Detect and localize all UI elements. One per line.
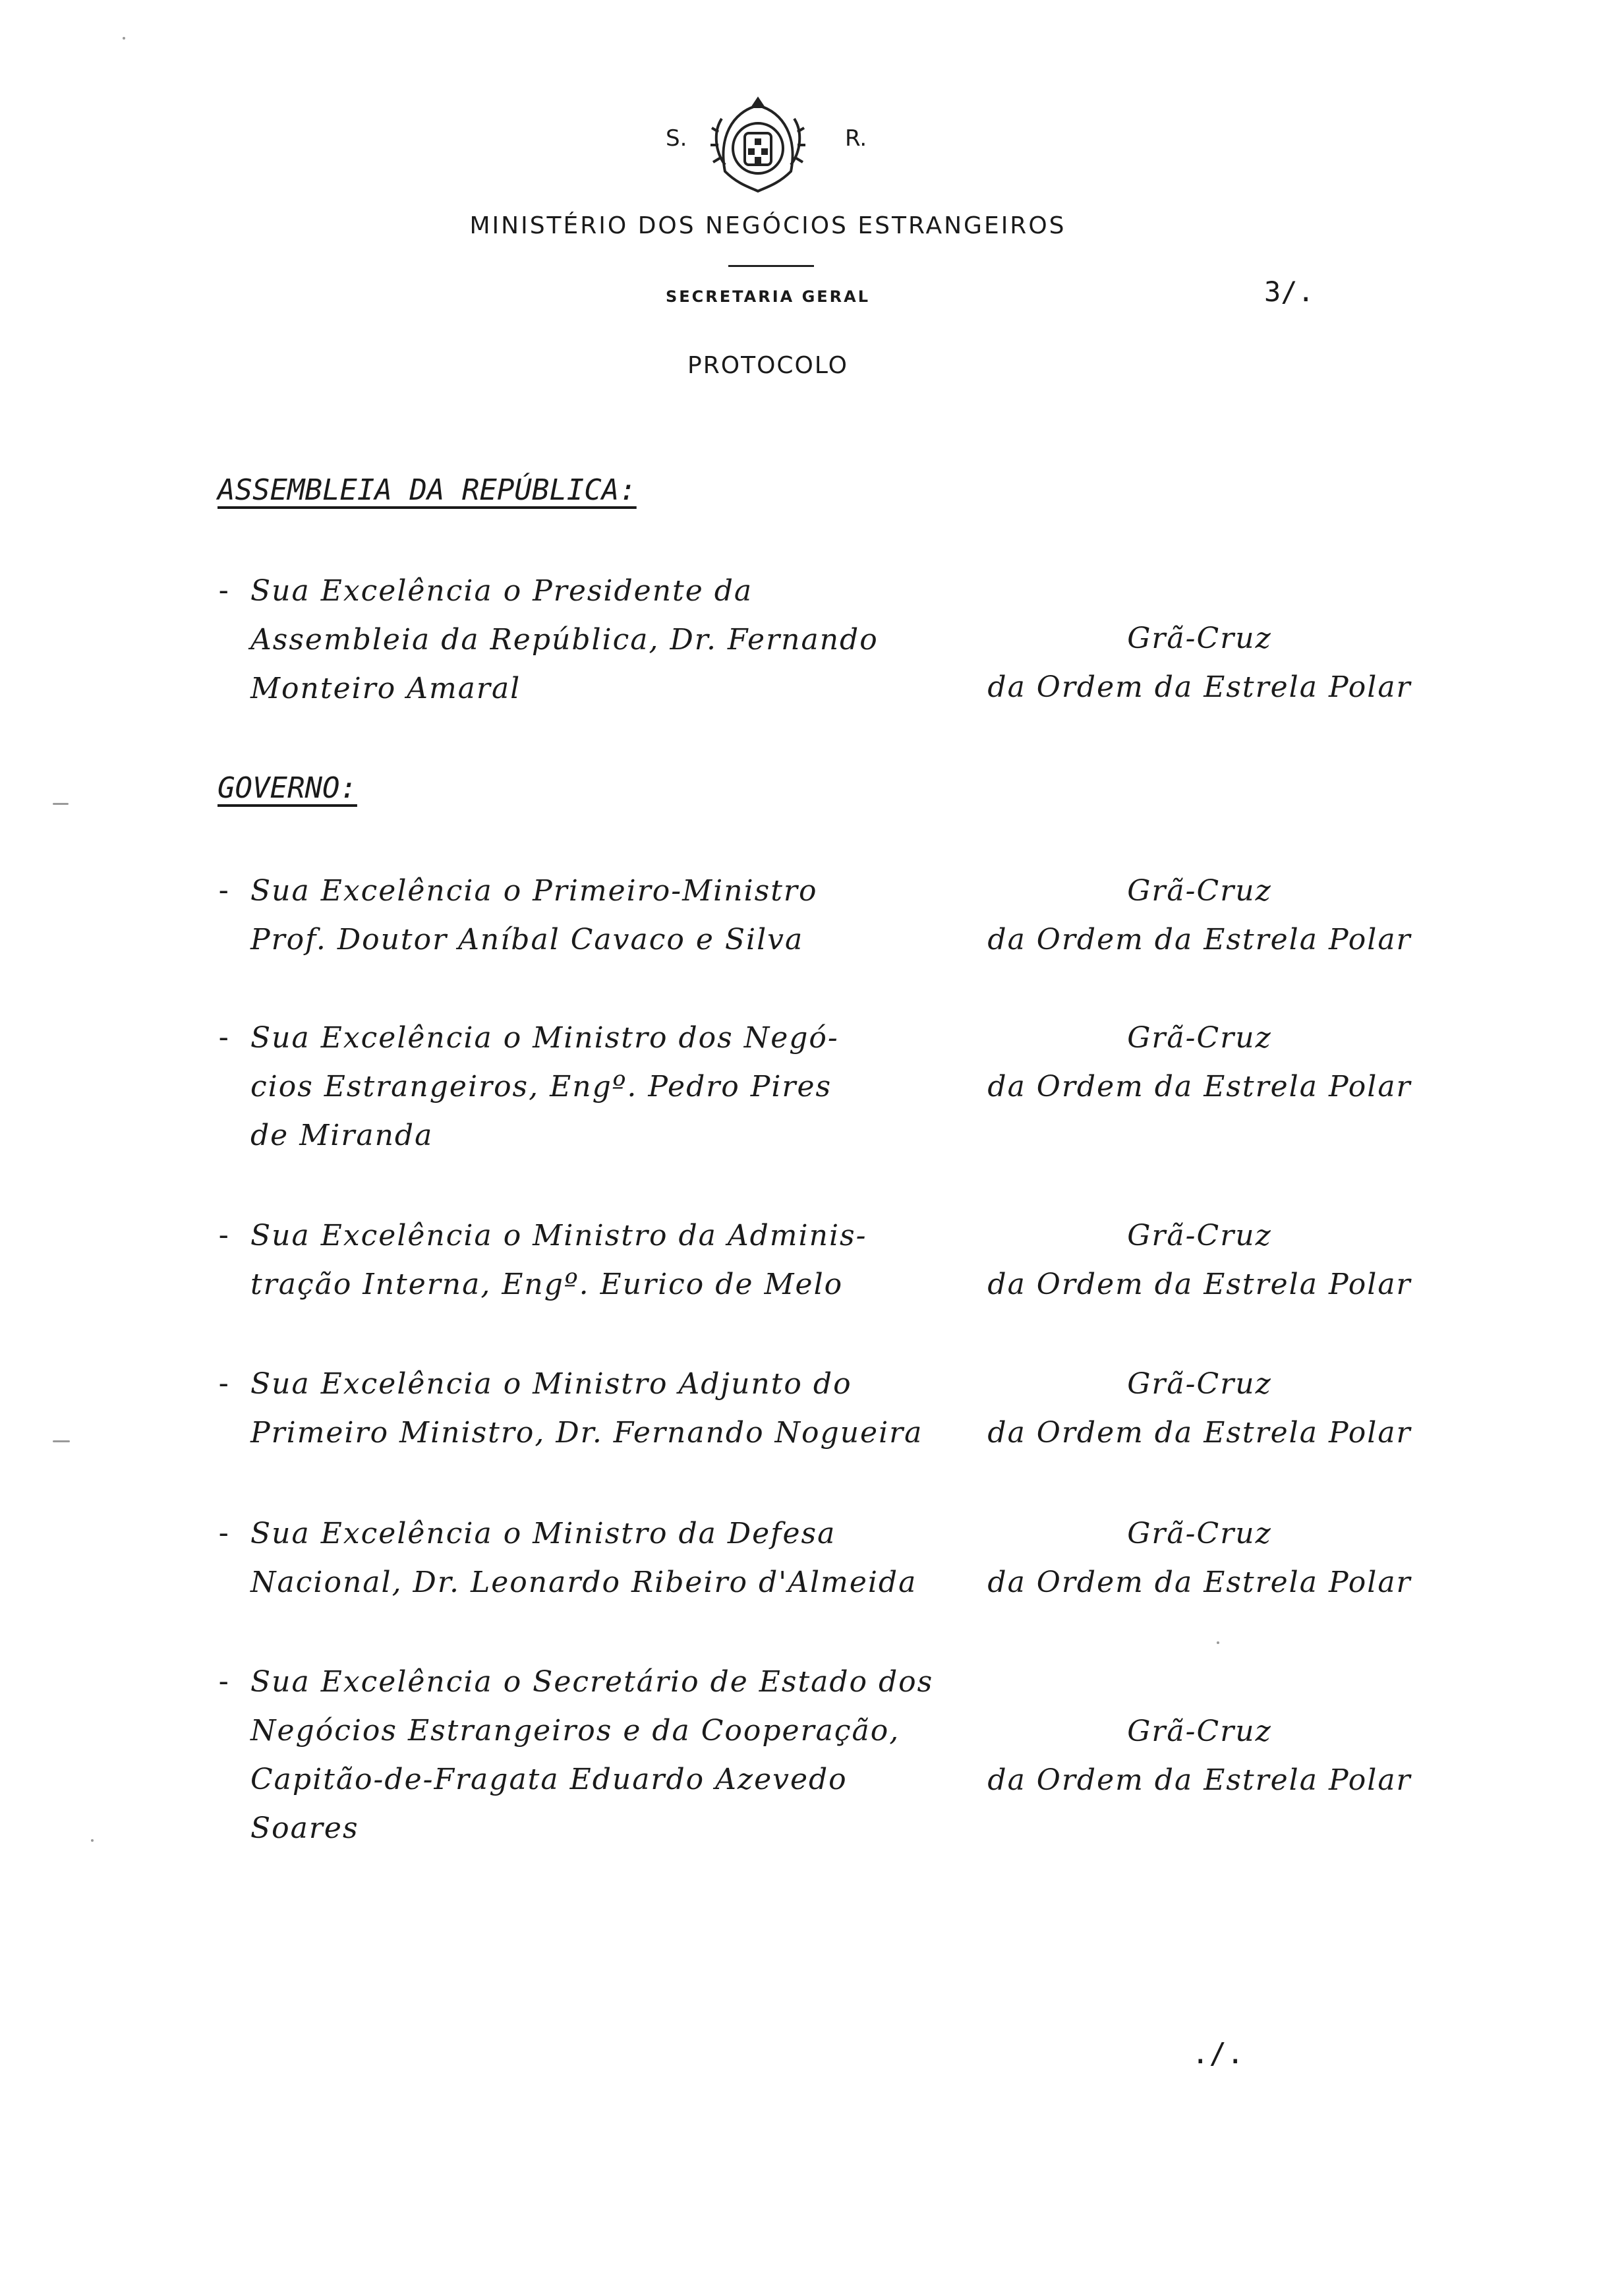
page-number: 3/. (1264, 276, 1314, 308)
entry-dash: - (215, 1218, 233, 1252)
entry-dash: - (215, 1516, 233, 1550)
award-order: da Ordem da Estrela Polar (987, 1566, 1412, 1599)
entry-dash: - (215, 574, 233, 607)
award (969, 614, 1430, 712)
honoree-name: Sua Excelência o Secretário de Estado dos Negócios Estrangeiros e da Cooperação, Capitão-de-Fragata Eduardo Azevedo Soares (250, 1665, 934, 1845)
protocolo-label: PROTOCOLO (687, 352, 848, 379)
award-rank: Grã-Cruz (1127, 1021, 1272, 1055)
scan-speck (91, 1839, 94, 1842)
honoree-name: Sua Excelência o Ministro da Defesa Nacional, Dr. Leonardo Ribeiro d'Almeida (250, 1517, 917, 1599)
award-rank: Grã-Cruz (1127, 874, 1272, 908)
award-rank: Grã-Cruz (1127, 1219, 1272, 1252)
entry-dash: - (215, 1020, 233, 1054)
section-heading-governo: GOVERNO: (218, 771, 357, 805)
award (969, 1510, 1430, 1607)
award (969, 1014, 1430, 1111)
award-rank: Grã-Cruz (1127, 1715, 1272, 1748)
entry-dash: - (215, 873, 233, 907)
scan-speck (1217, 1641, 1219, 1644)
entry-dash: - (215, 1664, 233, 1698)
scan-speck (53, 1440, 70, 1442)
award-order: da Ordem da Estrela Polar (987, 1268, 1412, 1301)
continuation-mark: ./. (1192, 2037, 1244, 2071)
award (969, 1707, 1430, 1805)
scan-speck (123, 37, 125, 40)
award-order: da Ordem da Estrela Polar (987, 1763, 1412, 1797)
award-order: da Ordem da Estrela Polar (987, 670, 1412, 704)
award (969, 1212, 1430, 1309)
header-divider (728, 265, 814, 267)
s-label: S. (666, 125, 687, 152)
honoree-name: Sua Excelência o Primeiro-Ministro Prof. Doutor Aníbal Cavaco e Silva (250, 874, 818, 956)
award (969, 1360, 1430, 1457)
section-heading-assembleia: ASSEMBLEIA DA REPÚBLICA: (218, 473, 637, 507)
award-order: da Ordem da Estrela Polar (987, 1070, 1412, 1103)
honoree-name: Sua Excelência o Ministro Adjunto do Primeiro Ministro, Dr. Fernando Nogueira (250, 1367, 923, 1450)
award-order: da Ordem da Estrela Polar (987, 923, 1412, 956)
award (969, 867, 1430, 964)
secretaria-label: SECRETARIA GERAL (665, 287, 871, 306)
award-rank: Grã-Cruz (1127, 1517, 1272, 1550)
ministry-title: MINISTÉRIO DOS NEGÓCIOS ESTRANGEIROS (469, 212, 1066, 239)
scan-speck (53, 803, 69, 805)
honoree-name: Sua Excelência o Presidente da Assembleia da República, Dr. Fernando Monteiro Amaral (250, 574, 879, 705)
award-rank: Grã-Cruz (1127, 1367, 1272, 1401)
honoree-name: Sua Excelência o Ministro dos Negó- cios Estrangeiros, Engº. Pedro Pires de Miranda (250, 1021, 839, 1152)
award-rank: Grã-Cruz (1127, 622, 1272, 655)
coat-of-arms-icon (705, 92, 811, 198)
award-order: da Ordem da Estrela Polar (987, 1416, 1412, 1450)
r-label: R. (845, 125, 867, 152)
entry-dash: - (215, 1367, 233, 1400)
honoree-name: Sua Excelência o Ministro da Adminis- tração Interna, Engº. Eurico de Melo (250, 1219, 867, 1301)
